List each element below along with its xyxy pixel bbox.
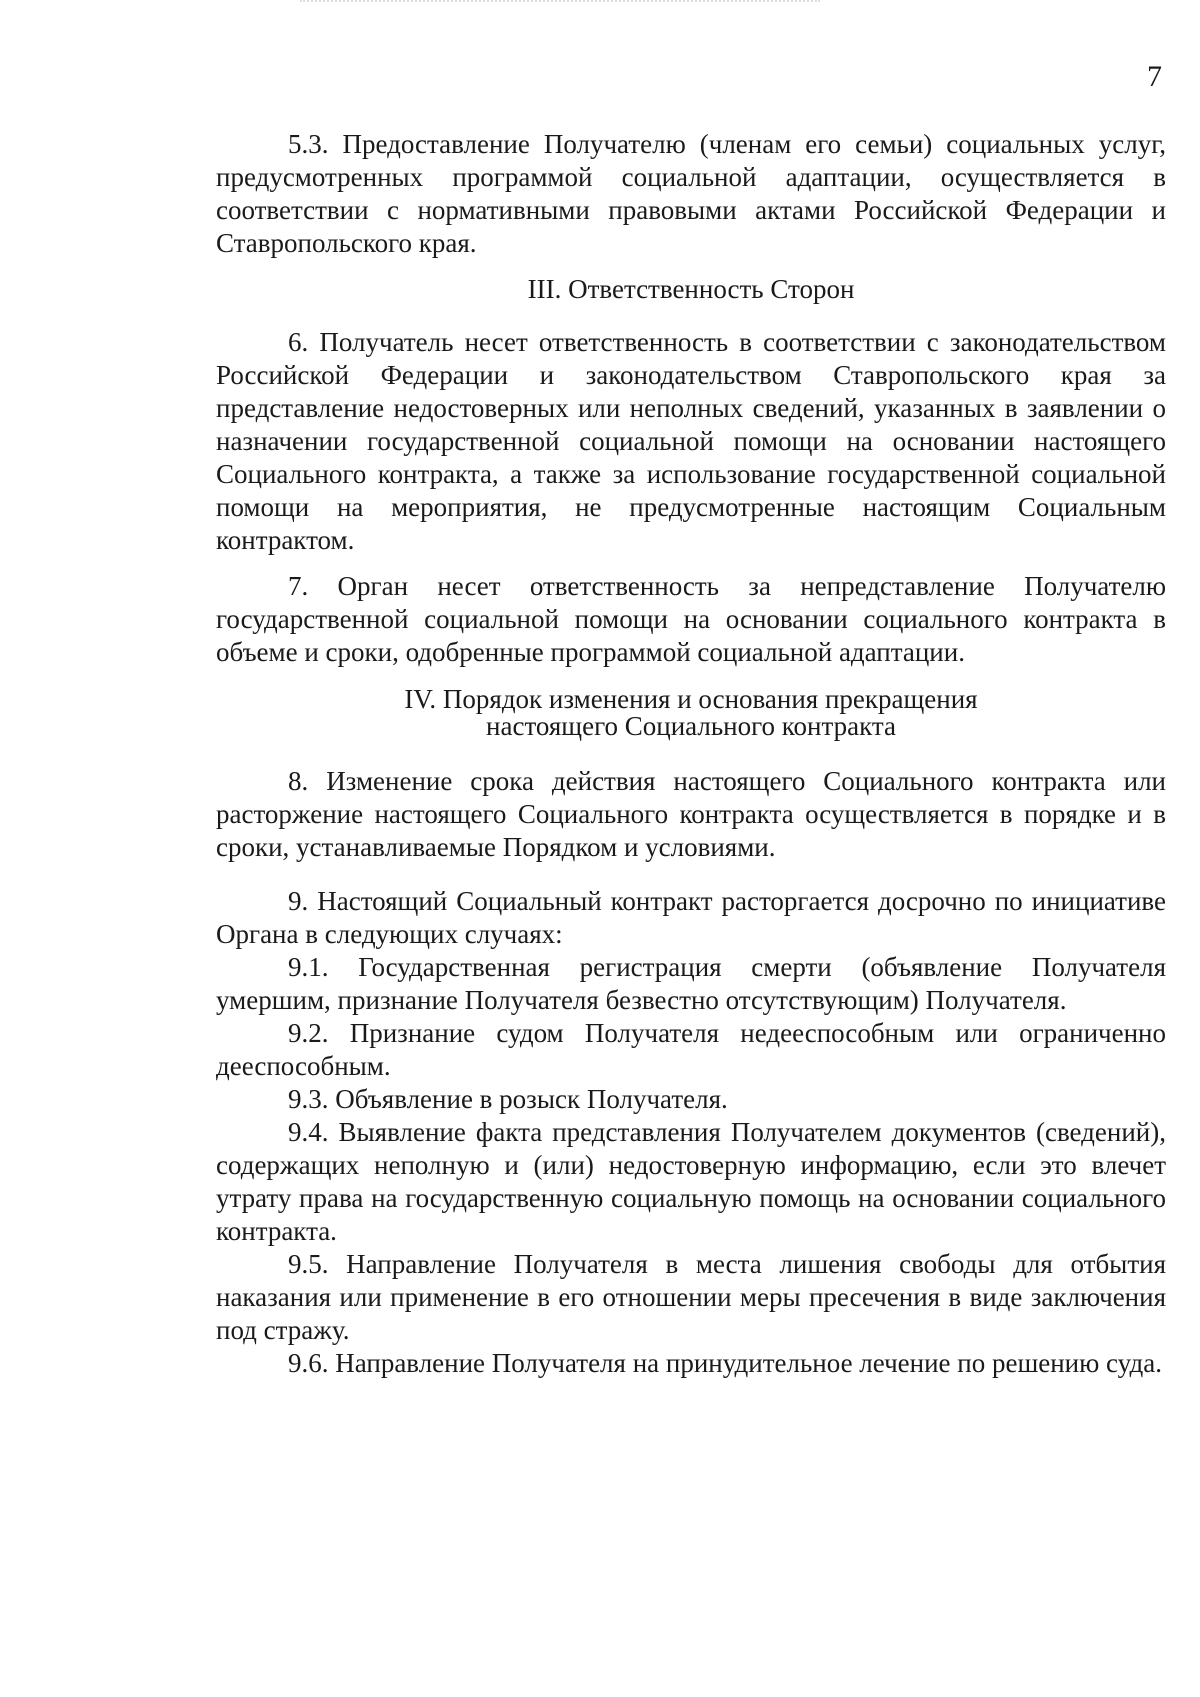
clause-7-text: 7. Орган несет ответственность за непредставление Получателю государственной социальной помощи на основании социального контракта в объеме и сроки, одобренные программой социальной адаптации. [216, 571, 1166, 667]
clause-8 [216, 765, 1166, 864]
clause-9-1-text: 9.1. Государственная регистрация смерти (объявление Получателя умершим, признание Получателя безвестно отсутствующим) Получателя. [216, 952, 1166, 1015]
clause-6 [216, 326, 1166, 557]
clause-5-3-text: 5.3. Предоставление Получателю (членам его семьи) социальных услуг, предусмотренных программой социальной адаптации, осуществляется в соответствии с нормативными правовыми актами Российской Федерации и Ставропольского края. [216, 129, 1166, 258]
clause-9-6-text: 9.6. Направление Получателя на принудительное лечение по решению суда. [288, 1348, 1162, 1378]
section-4-title-line-1: IV. Порядок изменения и основания прекращения [404, 684, 978, 714]
scan-artifact [300, 0, 820, 8]
section-3-title: III. Ответственность Сторон [527, 274, 855, 304]
clause-9-2-text: 9.2. Признание судом Получателя недееспособным или ограниченно дееспособным. [216, 1018, 1166, 1081]
section-3-heading [216, 276, 1166, 303]
clause-7 [216, 570, 1166, 669]
clause-5-3 [216, 128, 1166, 260]
section-4-heading [216, 686, 1166, 740]
clause-9-text: 9. Настоящий Социальный контракт расторгается досрочно по инициативе Органа в следующих случаях: [216, 886, 1166, 949]
section-4-title-line-2: настоящего Социального контракта [486, 711, 896, 741]
page-number: 7 [1147, 60, 1162, 93]
clause-9-5-text: 9.5. Направление Получателя в места лишения свободы для отбытия наказания или применение в его отношении меры пресечения в виде заключения под стражу. [216, 1249, 1166, 1345]
clause-8-text: 8. Изменение срока действия настоящего Социального контракта или расторжение настоящего Социального контракта осуществляется в порядке и в сроки, устанавливаемые Порядком и условиями. [216, 766, 1166, 862]
clause-9-group [216, 885, 1166, 1380]
clause-9-3-text: 9.3. Объявление в розыск Получателя. [288, 1084, 728, 1114]
clause-9-4-text: 9.4. Выявление факта представления Получателем документов (сведений), содержащих неполную и (или) недостоверную информацию, если это влечет утрату права на государственную социальную помощь на основании социального контракта. [216, 1117, 1166, 1246]
clause-6-text: 6. Получатель несет ответственность в соответствии с законодательством Российской Федерации и законодательством Ставропольского края за представление недостоверных или неполных сведений, указанных в заявлении о назначении государственной социальной помощи на основании настоящего Социального контракта, а также за использование государственной социальной помощи на мероприятия, не предусмотренные настоящим Социальным контрактом. [216, 327, 1166, 555]
